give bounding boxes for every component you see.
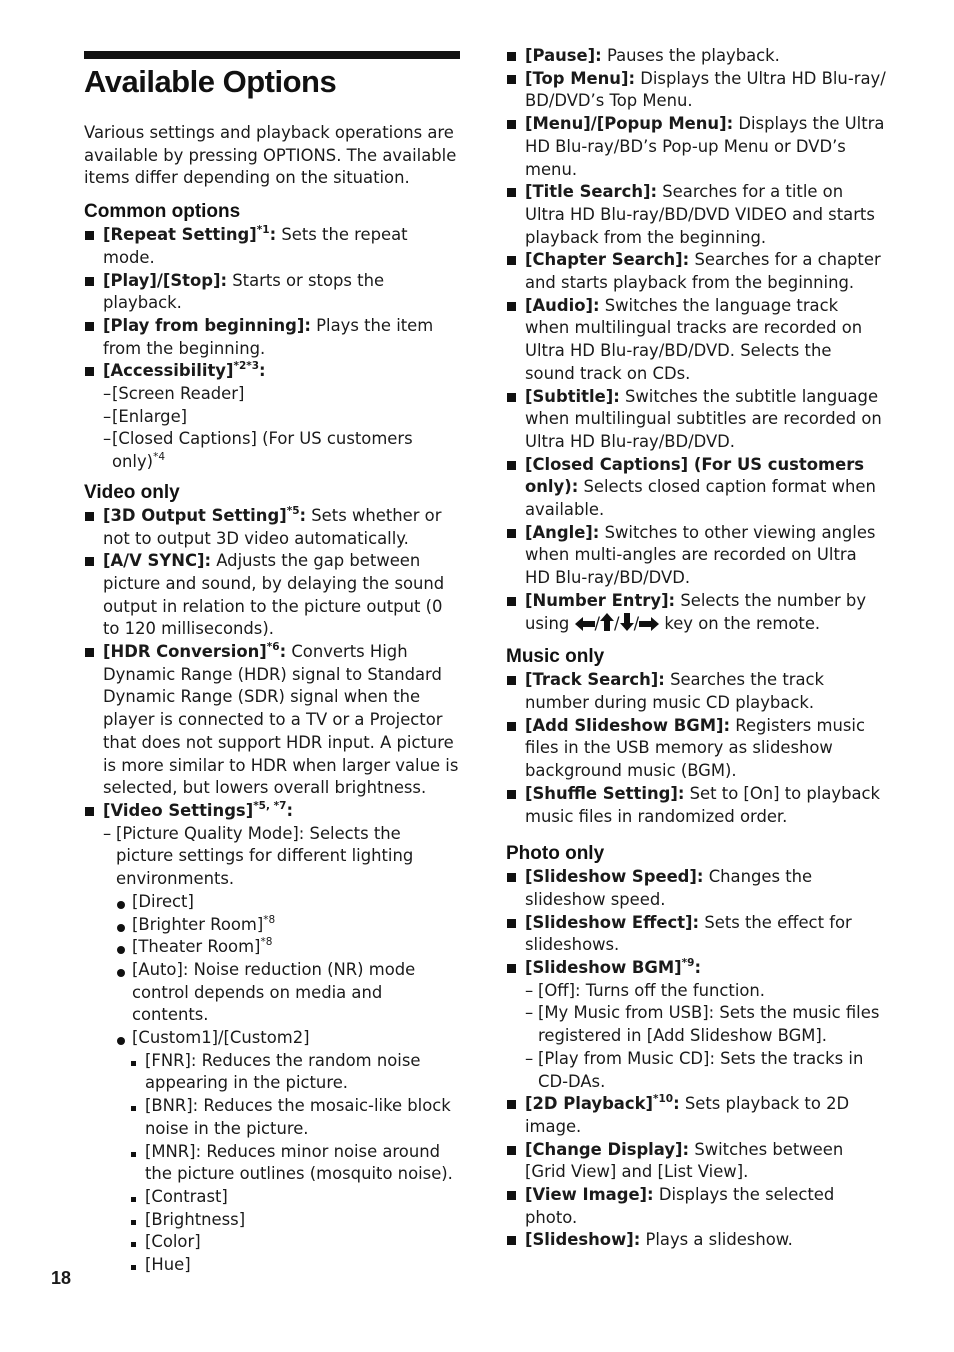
footnote-ref: *10 (652, 1093, 674, 1106)
option-description: Changes the slideshow speed. (525, 867, 813, 909)
custom-fnr: [FNR]: Reduces the random noise appearing in the picture. (103, 1050, 462, 1095)
option-label: [View Image]: (525, 1185, 654, 1205)
custom-color: [Color] (103, 1231, 462, 1254)
option-label: [Slideshow Speed]: (525, 867, 704, 887)
slideshow-bgm-sublist (506, 980, 886, 1094)
custom-hue: [Hue] (103, 1254, 462, 1277)
footnote-ref: *1 (256, 224, 270, 237)
footnote-ref: *5, *7 (253, 799, 287, 812)
sub-item: – [Closed Captions] (For US customers only)$^{*4}$ (103, 428, 462, 473)
option-description: Registers music files in the USB memory as slideshow background music (BGM). (525, 715, 865, 781)
option-description: Displays the Ultra HD Blu-ray/BD’s Pop-up Menu or DVD’s menu. (525, 114, 885, 179)
left-column (84, 122, 462, 1277)
mode-direct: [Direct] (103, 891, 462, 914)
option-shuffle-setting (506, 783, 886, 828)
option-label: [HDR Conversion] (103, 642, 267, 662)
section-heading-music: Music only (506, 646, 605, 668)
section-heading-video: Video only (84, 481, 180, 503)
custom-mnr: [MNR]: Reduces minor noise around the picture outlines (mosquito noise). (103, 1141, 462, 1186)
footnote-ref: *2*3 (233, 360, 260, 373)
option-description: Switches between [Grid View] and [List View]. (525, 1139, 844, 1182)
footnote-ref: *6 (266, 641, 280, 654)
option-play-from-beginning (84, 315, 462, 360)
option-slideshow-bgm: [Slideshow BGM]$^{*9}$: (506, 957, 886, 980)
intro-paragraph: Various settings and playback operations are available by pressing OPTIONS. The available items differ depending on the situation. (84, 123, 457, 188)
mode-brighter-room: [Brighter Room]$^{*8}$ (103, 914, 462, 937)
option-description: Sets playback to 2D image. (525, 1094, 850, 1136)
title-rule (84, 51, 460, 59)
option-label: [Repeat Setting] (103, 225, 257, 245)
option-description: Sets whether or not to output 3D video automatically. (103, 505, 442, 548)
option-description: Pauses the playback. (606, 46, 780, 65)
section-heading-photo: Photo only (506, 843, 605, 865)
sub-item-music-cd: – [Play from Music CD]: Sets the tracks in CD-DAs. (525, 1048, 886, 1093)
option-label: [Menu]/[Popup Menu]: (525, 114, 734, 134)
footnote-ref: *4 (153, 451, 166, 464)
section-heading-common: Common options (84, 201, 241, 223)
option-description: Sets the repeat mode. (103, 225, 408, 267)
option-label: [Play from beginning]: (103, 315, 311, 335)
option-description: Plays the item from the beginning. (103, 315, 434, 358)
option-label: [Accessibility] (103, 361, 234, 381)
sub-item: – [Enlarge] (103, 406, 462, 429)
option-view-image (506, 1184, 886, 1229)
option-description: Switches to other viewing angles when multi-angles are recorded on Ultra HD Blu-ray/BD/DVD. (525, 522, 876, 588)
option-description: Plays a slideshow. (645, 1230, 793, 1250)
sub-item-my-music-usb: – [My Music from USB]: Sets the music files registered in [Add Slideshow BGM]. (525, 1002, 886, 1047)
option-label: [Change Display]: (525, 1139, 690, 1159)
option-top-menu (506, 68, 886, 113)
mode-theater-room: [Theater Room]$^{*8}$ (103, 936, 462, 959)
option-label: [Angle]: (525, 522, 600, 542)
option-video-settings: [Video Settings]$^{*5, *7}$: (84, 800, 462, 823)
option-av-sync (84, 550, 462, 641)
option-description: key on the remote. (664, 613, 821, 633)
option-label: [Subtitle]: (525, 386, 620, 406)
page-title: Available Options (84, 64, 337, 99)
footnote-ref: *8 (260, 936, 273, 949)
footnote-ref: *5 (286, 504, 300, 517)
option-subtitle (506, 386, 886, 454)
option-track-search (506, 669, 886, 714)
option-label: [A/V SYNC]: (103, 551, 212, 571)
option-description: Switches the subtitle language when multilingual subtitles are recorded on Ultra HD Blu-ray/BD/DVD. (525, 386, 882, 451)
custom-bnr: [BNR]: Reduces the mosaic-like block noise in the picture. (103, 1095, 462, 1140)
mode-custom: [Custom1]/[Custom2] (103, 1027, 462, 1050)
option-accessibility: [Accessibility]$^{*2*3}$: (84, 360, 462, 383)
option-label: [3D Output Setting] (103, 505, 287, 525)
footnote-ref: *9 (681, 957, 695, 970)
sub-item-off: – [Off]: Turns off the function. (525, 980, 886, 1003)
footnote-ref: *8 (263, 913, 276, 926)
option-play-stop (84, 270, 462, 315)
option-popup-menu (506, 113, 886, 181)
option-chapter-search (506, 249, 886, 294)
option-description: Selects closed caption format when available. (525, 477, 876, 520)
option-description: Searches for a title on Ultra HD Blu-ray/BD/DVD VIDEO and starts playback from the beginning. (525, 182, 875, 247)
option-label: [Slideshow BGM] (525, 958, 682, 978)
option-label: [Shuffle Setting]: (525, 783, 685, 803)
option-slideshow (506, 1229, 886, 1252)
option-label: [Pause]: (525, 46, 602, 65)
option-label: [Add Slideshow BGM]: (525, 715, 731, 735)
video-settings-sublist (84, 823, 462, 1277)
option-description: Set to [On] to playback music files in randomized order. (525, 783, 881, 826)
page-number: 18 (51, 1268, 72, 1288)
option-label: [Track Search]: (525, 670, 665, 690)
mode-auto: [Auto]: Noise reduction (NR) mode control depends on media and contents. (103, 959, 462, 1027)
option-label: [Slideshow]: (525, 1230, 641, 1250)
option-label: [Video Settings] (103, 800, 254, 820)
option-description: Converts High Dynamic Range (HDR) signal to Standard Dynamic Range (SDR) signal when the player is connected to a TV or a Projector that does not support HDR input. A picture is more similar to HDR when larger value is selected, but lowers overall brightness. (103, 642, 459, 798)
option-hdr-conversion: [HDR Conversion]$^{*6}$: Converts High Dynamic Range (HDR) signal to Standard Dynamic Range (SDR) signal when the player is connected to a TV or a Projector that does not support HDR input. A picture is more similar to HDR when larger value is selected, but lowers overall brightness. (84, 641, 462, 800)
option-title-search (506, 181, 886, 249)
option-description: Displays the Ultra HD Blu-ray/ BD/DVD’s Top Menu. (525, 68, 886, 111)
option-label: [Number Entry]: (525, 590, 676, 610)
option-description: Searches the track number during music CD playback. (525, 670, 825, 712)
option-description: Starts or stops the playback. (103, 270, 385, 313)
option-repeat-setting: [Repeat Setting]$^{*1}$: Sets the repeat mode. (84, 224, 462, 269)
option-slideshow-speed (506, 866, 886, 911)
custom-contrast: [Contrast] (103, 1186, 462, 1209)
option-description: Searches for a chapter and starts playback from the beginning. (525, 250, 881, 293)
option-description: Adjusts the gap between picture and sound, by delaying the sound output in relation to the picture output (0 to 120 milliseconds). (103, 551, 445, 639)
option-slideshow-effect (506, 912, 886, 957)
option-add-slideshow-bgm (506, 715, 886, 783)
option-description: Displays the selected photo. (525, 1185, 835, 1227)
option-label: [Play]/[Stop]: (103, 270, 228, 290)
option-description: Selects the number by using (525, 590, 867, 633)
option-description: Switches the language track when multilingual tracks are recorded on Ultra HD Blu-ray/BD/DVD. Selects the sound track on CDs. (525, 295, 863, 383)
right-column (506, 45, 886, 1252)
option-label: [Top Menu]: (525, 68, 636, 88)
option-label: [Chapter Search]: (525, 250, 690, 270)
option-pause (506, 45, 886, 68)
option-change-display (506, 1139, 886, 1184)
option-description: Sets the effect for slideshows. (525, 912, 852, 955)
option-label: [Title Search]: (525, 182, 658, 202)
custom-brightness: [Brightness] (103, 1209, 462, 1232)
option-label: [Slideshow Effect]: (525, 912, 700, 932)
arrow-keys-icon: / / / (575, 614, 660, 633)
option-label: [2D Playback] (525, 1094, 653, 1114)
option-number-entry (506, 590, 886, 635)
option-audio (506, 295, 886, 386)
accessibility-sublist (84, 383, 462, 474)
option-label: [Closed Captions] (For US customers only): (525, 454, 865, 497)
option-3d-output: [3D Output Setting]$^{*5}$: Sets whether or not to output 3D video automatically. (84, 505, 462, 550)
option-angle (506, 522, 886, 590)
sub-item-picture-quality-mode: – [Picture Quality Mode]: Selects the picture settings for different lighting environments. (103, 823, 462, 891)
option-label: [Audio]: (525, 295, 600, 315)
option-2d-playback: [2D Playback]$^{*10}$: Sets playback to 2D image. (506, 1093, 886, 1138)
sub-item: – [Screen Reader] (103, 383, 462, 406)
option-closed-captions (506, 454, 886, 522)
